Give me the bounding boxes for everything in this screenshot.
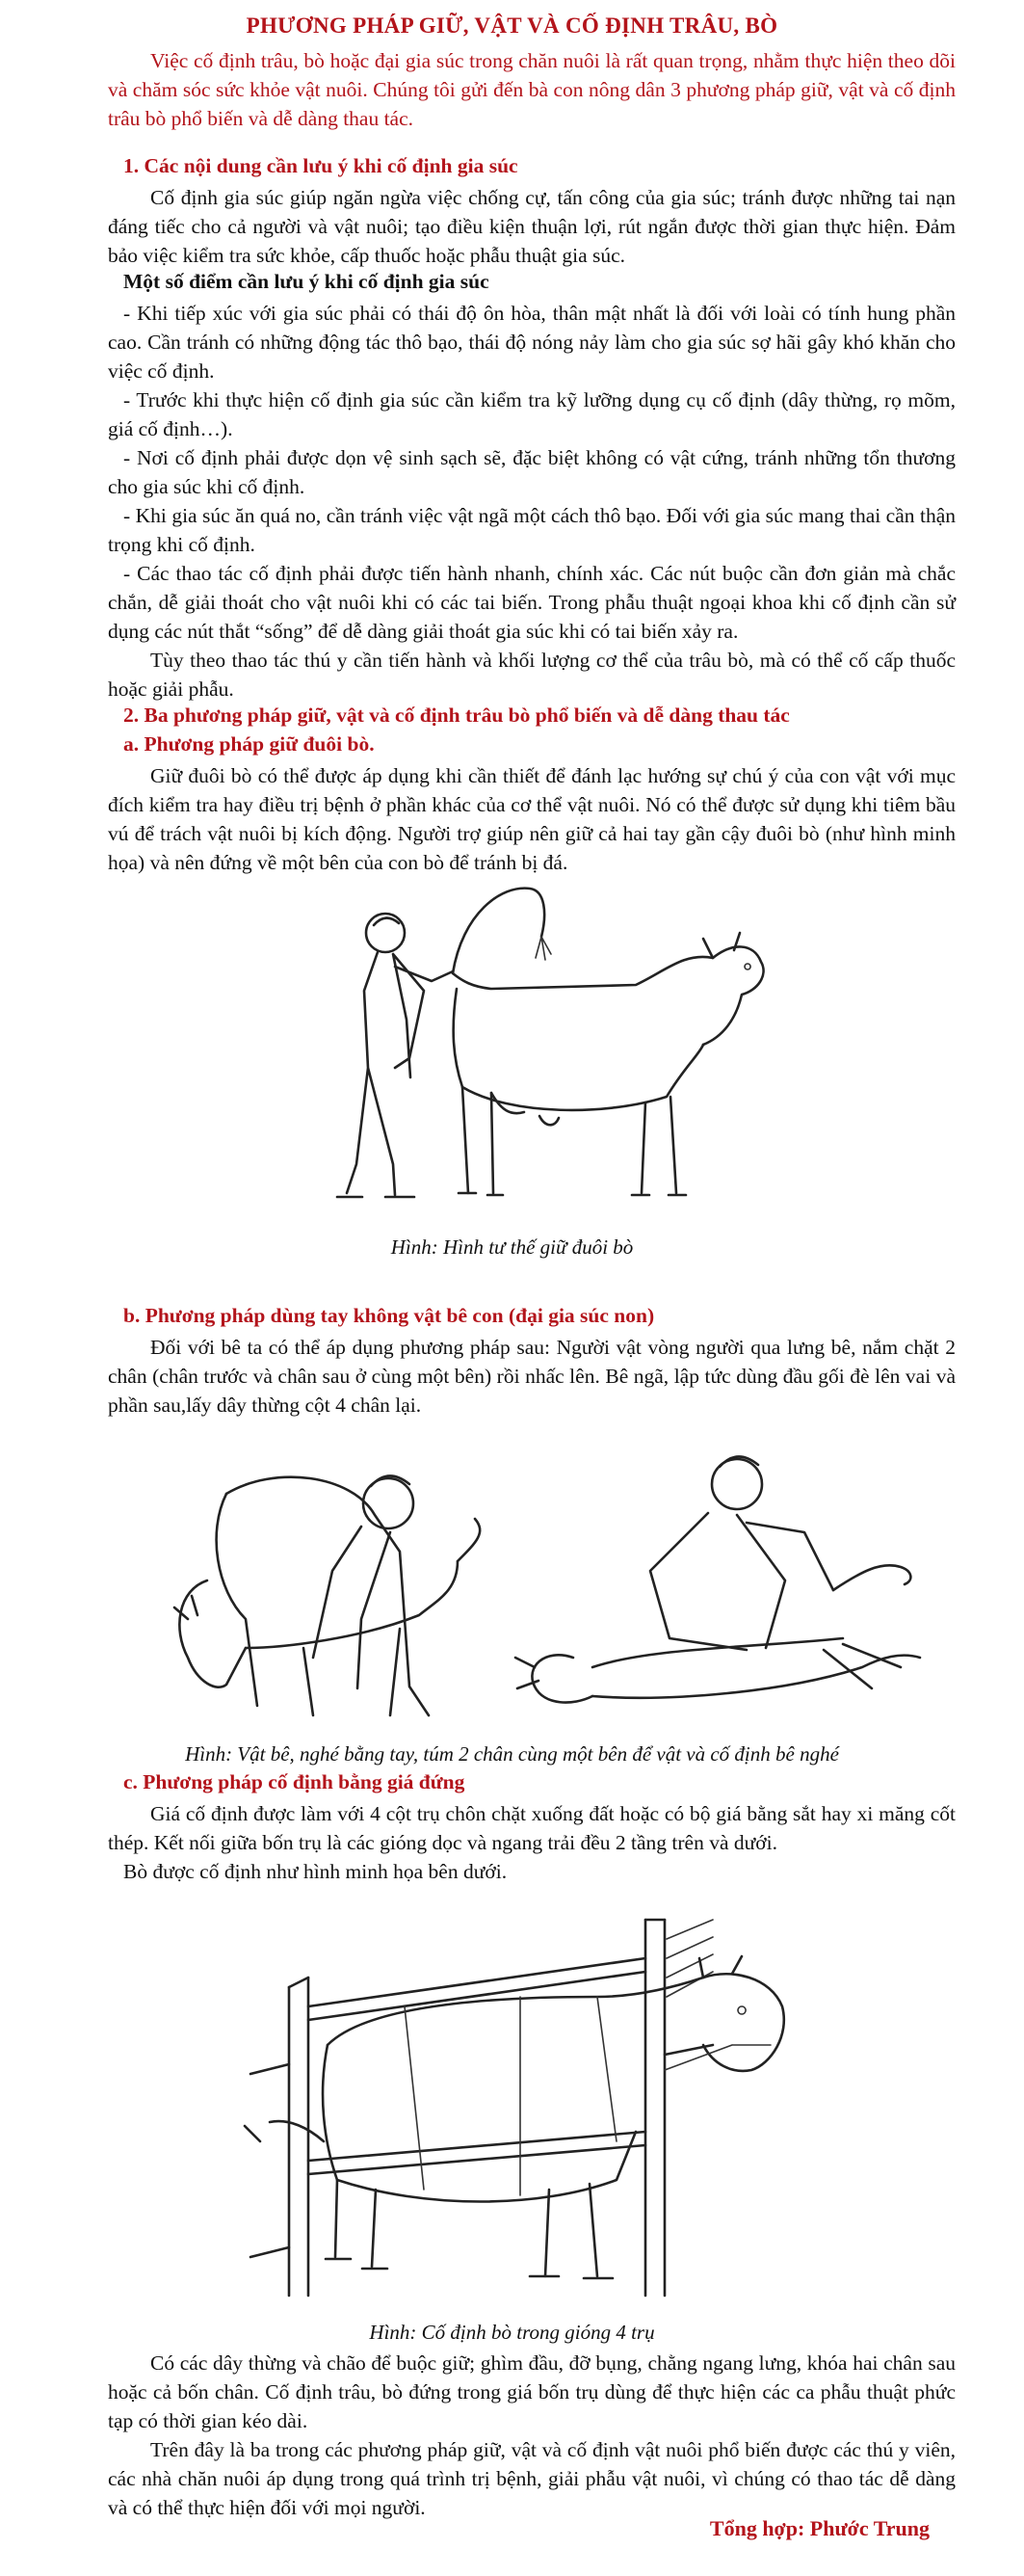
author-signature: Tổng hợp: Phước Trung — [709, 2516, 930, 2540]
conclusion-paragraph: Trên đây là ba trong các phương pháp giữ, vật và cố định vật nuôi phổ biến được các thú y viên, các nhà chăn nuôi áp dụng trong quá trình trị bệnh, giải phẫu vật nuôi, vì chúng có thao tác dễ dàng và có thể thực hiện đối với mọi người. — [108, 2438, 956, 2519]
section2-heading: 2. Ba phương pháp giữ, vật và cố định trâu bò phổ biến và dễ dàng thau tác — [123, 704, 790, 727]
method-a-heading: a. Phương pháp giữ đuôi bò. — [123, 732, 375, 756]
figure-c-caption: Hình: Cố định bò trong gióng 4 trụ — [369, 2321, 655, 2344]
method-c-body: Giá cố định được làm với 4 cột trụ chôn chặt xuống đất hoặc có bộ giá bằng sắt hay xi măng cốt thép. Kết nối giữa bốn trụ là các gióng dọc và ngang trải đều 2 tầng trên và dưới. — [108, 1802, 956, 1854]
section1-heading: 1. Các nội dung cần lưu ý khi cố định gia súc — [123, 154, 518, 177]
note-point: - Các thao tác cố định phải được tiến hành nhanh, chính xác. Các nút buộc cần đơn giản mà chắc chắn, dễ giải thoát cho vật nuôi khi có các tai biến. Trong phẫu thuật ngoại khoa khi cố định cần sử dụng các nút thắt “sống” để dễ dàng giải thoát gia súc khi có tai biến xảy ra. — [108, 562, 956, 643]
method-c-details: Có các dây thừng và chão để buộc giữ; ghìm đầu, đỡ bụng, chằng ngang lưng, khóa hai chân sau hoặc cả bốn chân. Cố định trâu, bò đứng trong giá bốn trụ dùng để thực hiện các ca phẫu thuật phức tạp có thời gian kéo dài. — [108, 2351, 956, 2432]
note-point: - Khi tiếp xúc với gia súc phải có thái độ ôn hòa, thân mật nhất là đối với loài có tính hung phần cao. Cần tránh có những động tác thô bạo, thái độ nóng nảy làm cho gia súc sợ hãi gây khó khăn cho việc cố định. — [108, 302, 956, 383]
note-point: - Nơi cố định phải được dọn vệ sinh sạch sẽ, đặc biệt không có vật cứng, tránh những tổn thương cho gia súc khi cố định. — [108, 446, 956, 498]
notes-subheading: Một số điểm cần lưu ý khi cố định gia súc — [123, 270, 489, 293]
method-b-body: Đối với bê ta có thể áp dụng phương pháp sau: Người vật vòng người qua lưng bê, nắm chặt 2 chân (chân trước và chân sau ở cùng một bên) rồi nhấc lên. Bê ngã, lập tức dùng đầu gối đè lên vai và phần sau,lấy dây thừng cột 4 chân lại. — [108, 1336, 956, 1417]
figure-b-caption: Hình: Vật bê, nghé bằng tay, túm 2 chân cùng một bên để vật và cố định bê nghé — [185, 1742, 839, 1766]
note-closing: Tùy theo thao tác thú y cần tiến hành và khối lượng cơ thể của trâu bò, mà có thể cố cấp thuốc hoặc giải phẫu. — [108, 649, 956, 701]
section1-body: Cố định gia súc giúp ngăn ngừa việc chống cự, tấn công của gia súc; tránh được những tai nạn đáng tiếc cho cả người và vật nuôi; tạo điều kiện thuận lợi, rút ngắn được thời gian thực hiện. Đảm bảo việc kiểm tra sức khỏe, cấp thuốc hoặc phẫu thuật gia súc. — [108, 186, 956, 267]
article-title: PHƯƠNG PHÁP GIỮ, VẬT VÀ CỐ ĐỊNH TRÂU, BÒ — [246, 13, 778, 38]
method-b-heading: b. Phương pháp dùng tay không vật bê con (đại gia súc non) — [123, 1304, 655, 1327]
note-point: - Trước khi thực hiện cố định gia súc cần kiểm tra kỹ lưỡng dụng cụ cố định (dây thừng, rọ mõm, giá cố định…). — [108, 388, 956, 440]
method-c-note: Bò được cố định như hình minh họa bên dưới. — [123, 1860, 508, 1883]
method-c-heading: c. Phương pháp cố định bằng giá đứng — [123, 1770, 465, 1793]
calf-wrestling-illustration — [169, 1426, 939, 1735]
intro-paragraph: Việc cố định trâu, bò hoặc đại gia súc trong chăn nuôi là rất quan trọng, nhằm thực hiện theo dõi và chăm sóc sức khỏe vật nuôi. Chúng tôi gửi đến bà con nông dân 3 phương pháp giữ, vật và cố định trâu bò phổ biến và dễ dàng thau tác. — [108, 49, 956, 130]
note-point: - Khi gia súc ăn quá no, cần tránh việc vật ngã một cách thô bạo. Đối với gia súc mang thai cần thận trọng khi cố định. — [108, 504, 956, 556]
four-post-stock-illustration — [231, 1900, 819, 2315]
figure-a-caption: Hình: Hình tư thế giữ đuôi bò — [390, 1235, 634, 1259]
method-a-body: Giữ đuôi bò có thể được áp dụng khi cần thiết để đánh lạc hướng sự chú ý của con vật với mục đích kiểm tra hay điều trị bệnh ở phần khác của cơ thể vật nuôi. Nó có thể được sử dụng khi tiêm bầu vú để trách vật nuôi bị kích động. Người trợ giúp nên giữ cả hai tay gần cậy đuôi bò (như hình minh họa) và nên đứng về một bên của con bò để tránh bị đá. — [108, 764, 956, 874]
tail-holding-illustration — [318, 875, 771, 1224]
